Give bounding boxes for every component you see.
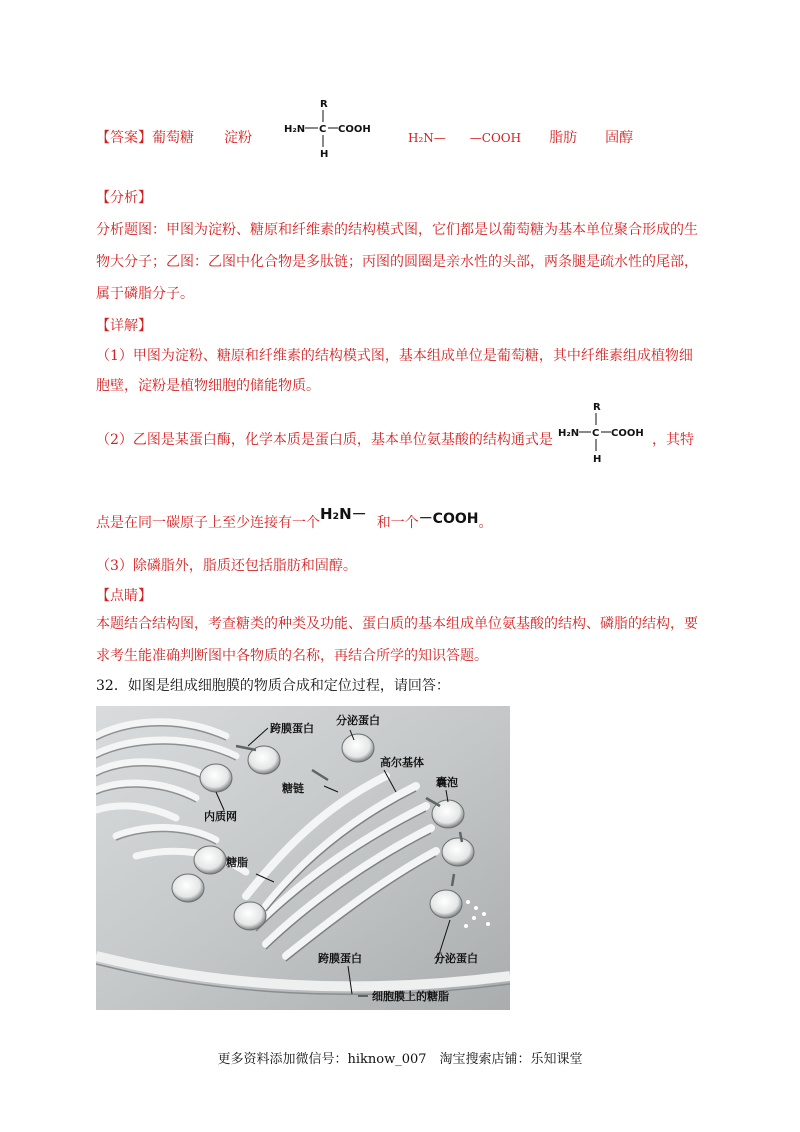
label-golgi: 高尔基体: [380, 756, 424, 769]
detail-p2-cooh: －COOH: [418, 511, 479, 527]
label-secreted-bottom: 分泌蛋白: [434, 952, 478, 965]
label-glycolipid: 糖脂: [226, 856, 248, 869]
analysis-line-3: 属于磷脂分子。: [96, 286, 194, 302]
struct-cooh: COOH: [338, 124, 371, 135]
detail-p2-h2n: H₂N－: [320, 505, 367, 523]
detail-p2-e: 。: [478, 515, 493, 531]
detail-tag: 【详解】: [96, 318, 152, 334]
detail-p2-line-2: [96, 505, 493, 533]
answer-line: [96, 128, 252, 148]
answer-line-tail: [408, 128, 633, 148]
question-32: 32．如图是组成细胞膜的物质合成和定位过程，请回答：: [96, 678, 450, 694]
detail-p2-c: 点是在同一碳原子上至少连接有一个: [96, 515, 320, 531]
analysis-line-1: 分析题图：甲图为淀粉、糖原和纤维素的结构模式图，它们都是以葡萄糖为基本单位聚合形成的生: [96, 222, 698, 238]
struct2-h: H: [593, 454, 602, 465]
label-vesicle: 囊泡: [436, 776, 458, 789]
answer-tag: 【答案】: [96, 130, 152, 146]
answer-h2n: H₂N—: [408, 131, 446, 145]
label-sugar-chain: 糖链: [282, 782, 304, 795]
struct-h: H: [320, 149, 329, 160]
label-secreted-top: 分泌蛋白: [336, 714, 380, 727]
detail-p2-a: （2）乙图是某蛋白酶，化学本质是蛋白质，基本单位氨基酸的结构通式是: [96, 432, 553, 448]
struct-c: C: [319, 124, 327, 135]
detail-p1-line-2: 胞壁，淀粉是植物细胞的储能物质。: [96, 378, 320, 394]
analysis-tag: 【分析】: [96, 190, 152, 206]
struct-h2n: H₂N: [284, 124, 306, 135]
answer-sterol: 固醇: [605, 130, 634, 146]
answer-starch: 淀粉: [224, 130, 252, 146]
analysis-line-2: 物大分子；乙图：乙图中化合物是多肽链；丙图的圆圈是亲水性的头部，两条腿是疏水性的尾部，: [96, 254, 698, 270]
label-er: 内质网: [204, 810, 237, 823]
comment-tag: 【点睛】: [96, 588, 152, 604]
amino-acid-structure-answer: [282, 95, 382, 165]
struct2-cooh: COOH: [611, 428, 644, 439]
answer-glucose: 葡萄糖: [152, 130, 194, 146]
comment-line-1: 本题结合结构图，考查糖类的种类及功能、蛋白质的基本组成单位氨基酸的结构、磷脂的结构，要: [96, 616, 698, 632]
comment-line-2: 求考生能准确判断图中各物质的名称，再结合所学的知识答题。: [96, 648, 488, 664]
detail-p1-line-1: （1）甲图为淀粉、糖原和纤维素的结构模式图，基本组成单位是葡萄糖，其中纤维素组成植物细: [96, 348, 693, 364]
struct2-r: R: [593, 402, 601, 413]
detail-p2-d: 和一个: [376, 515, 419, 531]
struct2-c: C: [592, 428, 600, 439]
amino-acid-structure-detail: [556, 400, 652, 470]
cell-membrane-synthesis-figure: [96, 706, 510, 1010]
label-transmembrane-bottom: 跨膜蛋白: [318, 952, 362, 965]
answer-fat: 脂肪: [549, 130, 578, 146]
footer-ad: 更多资料添加微信号：hiknow_007 淘宝搜索店铺：乐知课堂: [217, 1052, 583, 1067]
detail-p3: （3）除磷脂外，脂质还包括脂肪和固醇。: [96, 558, 357, 574]
struct-r: R: [320, 99, 328, 110]
answer-cooh: —COOH: [469, 131, 522, 145]
detail-p2-b: ，其特: [652, 432, 694, 448]
label-membrane-glycolipid: 细胞膜上的糖脂: [372, 990, 449, 1003]
label-transmembrane-top: 跨膜蛋白: [270, 722, 314, 735]
struct2-h2n: H₂N: [558, 428, 580, 439]
